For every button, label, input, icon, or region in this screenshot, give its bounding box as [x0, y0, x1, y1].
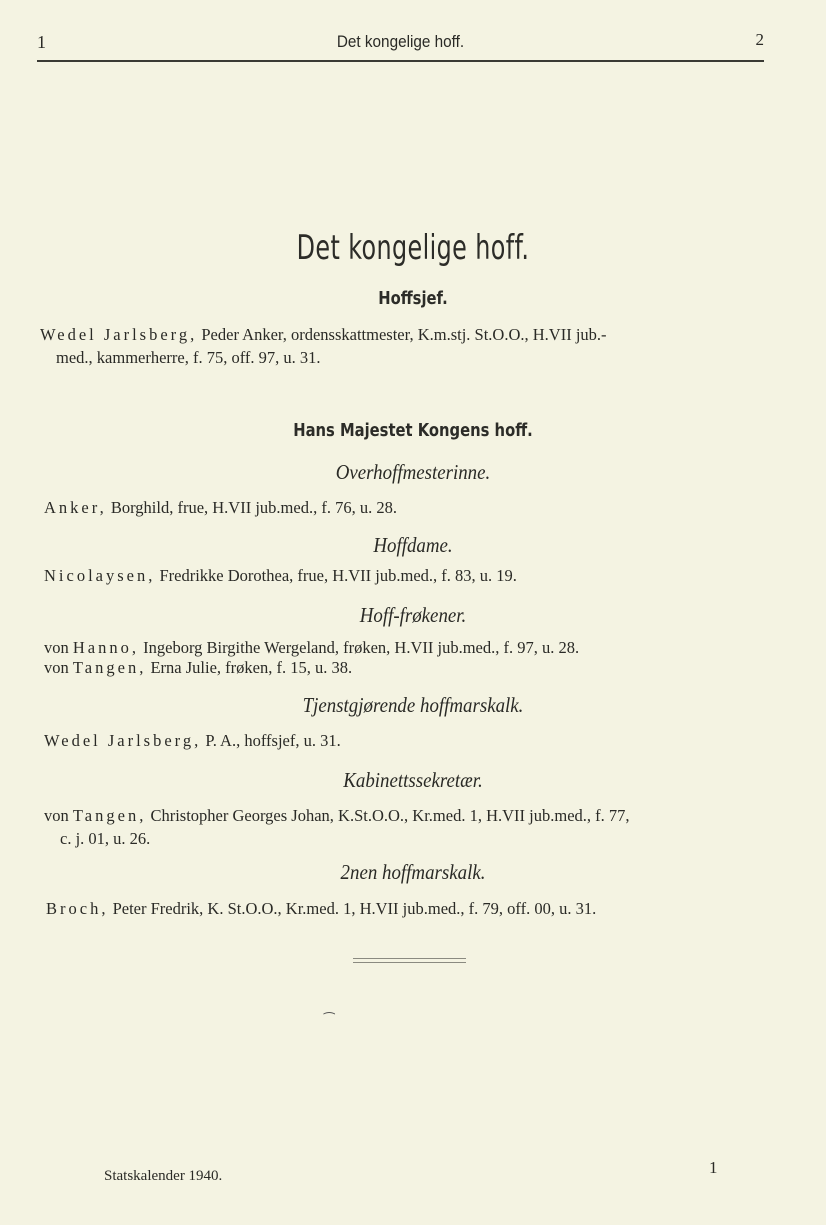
- role-title-hoff-frokener: Hoff-frøkener.: [359, 603, 467, 627]
- stray-mark: ⁀: [324, 1012, 335, 1027]
- entry-continuation: med., kammerherre, f. 75, off. 97, u. 31.: [56, 348, 321, 367]
- role-title-tjenstgjorende-hoffmarskalk: Tjenstgjørende hoffmarskalk.: [302, 693, 524, 717]
- entry-name: Broch,: [46, 899, 109, 918]
- page-number-left: 1: [37, 32, 46, 52]
- role-title-overhoffmesterinne: Overhoffmesterinne.: [335, 460, 491, 484]
- entry-details: Borghild, frue, H.VII jub.med., f. 76, u. 28.: [106, 498, 397, 517]
- heading-hoffsjef: Hoffsjef.: [378, 288, 448, 309]
- entry-von-tangen-christopher: [44, 804, 814, 850]
- entry-details: Peder Anker, ordensskattmester, K.m.stj. St.O.O., H.VII jub.-: [197, 325, 607, 344]
- entry-name: Nicolaysen,: [44, 566, 156, 585]
- entry-prefix: von: [44, 658, 73, 677]
- role-title-kabinettssekretaer: Kabinettssekretær.: [343, 768, 483, 792]
- entry-details: P. A., hoffsjef, u. 31.: [201, 731, 341, 750]
- entry-details: Fredrikke Dorothea, frue, H.VII jub.med., f. 83, u. 19.: [155, 566, 517, 585]
- entry-name: Tangen,: [72, 658, 147, 677]
- entry-name: Wedel Jarlsberg,: [40, 325, 198, 344]
- page-number-right: 2: [755, 30, 764, 49]
- role-title-hoffdame: Hoffdame.: [373, 533, 453, 557]
- entry-details: Erna Julie, frøken, f. 15, u. 38.: [146, 658, 353, 677]
- entry-von-tangen-erna: [44, 656, 784, 679]
- entry-continuation: c. j. 01, u. 26.: [60, 829, 151, 848]
- entry-details: Christopher Georges Johan, K.St.O.O., Kr.med. 1, H.VII jub.med., f. 77,: [146, 806, 630, 825]
- heading-kongens-hoff: Hans Majestet Kongens hoff.: [293, 420, 533, 441]
- page-title: Det kongelige hoff.: [296, 228, 530, 268]
- entry-name: Anker,: [44, 498, 107, 517]
- entry-name: Hanno,: [72, 638, 139, 657]
- footer-sheet-number: 1: [709, 1158, 718, 1177]
- entry-anker: [44, 496, 784, 519]
- entry-details: Peter Fredrik, K. St.O.O., Kr.med. 1, H.VII jub.med., f. 79, off. 00, u. 31.: [108, 899, 597, 918]
- entry-wedel-jarlsberg: [44, 729, 784, 752]
- section-end-double-rule: [353, 958, 466, 963]
- running-header-title: Det kongelige hoff.: [336, 32, 465, 51]
- entry-name: Tangen,: [72, 806, 147, 825]
- entry-hoffsjef: [40, 323, 780, 369]
- footer-signature: Statskalender 1940.: [104, 1168, 223, 1184]
- entry-name: Wedel Jarlsberg,: [44, 731, 202, 750]
- entry-prefix: von: [44, 638, 73, 657]
- running-header: [37, 30, 764, 62]
- entry-details: Ingeborg Birgithe Wergeland, frøken, H.VII jub.med., f. 97, u. 28.: [139, 638, 580, 657]
- role-title-2nen-hoffmarskalk: 2nen hoffmarskalk.: [340, 860, 486, 884]
- entry-prefix: von: [44, 806, 73, 825]
- entry-broch: [46, 897, 816, 920]
- entry-nicolaysen: [44, 564, 784, 587]
